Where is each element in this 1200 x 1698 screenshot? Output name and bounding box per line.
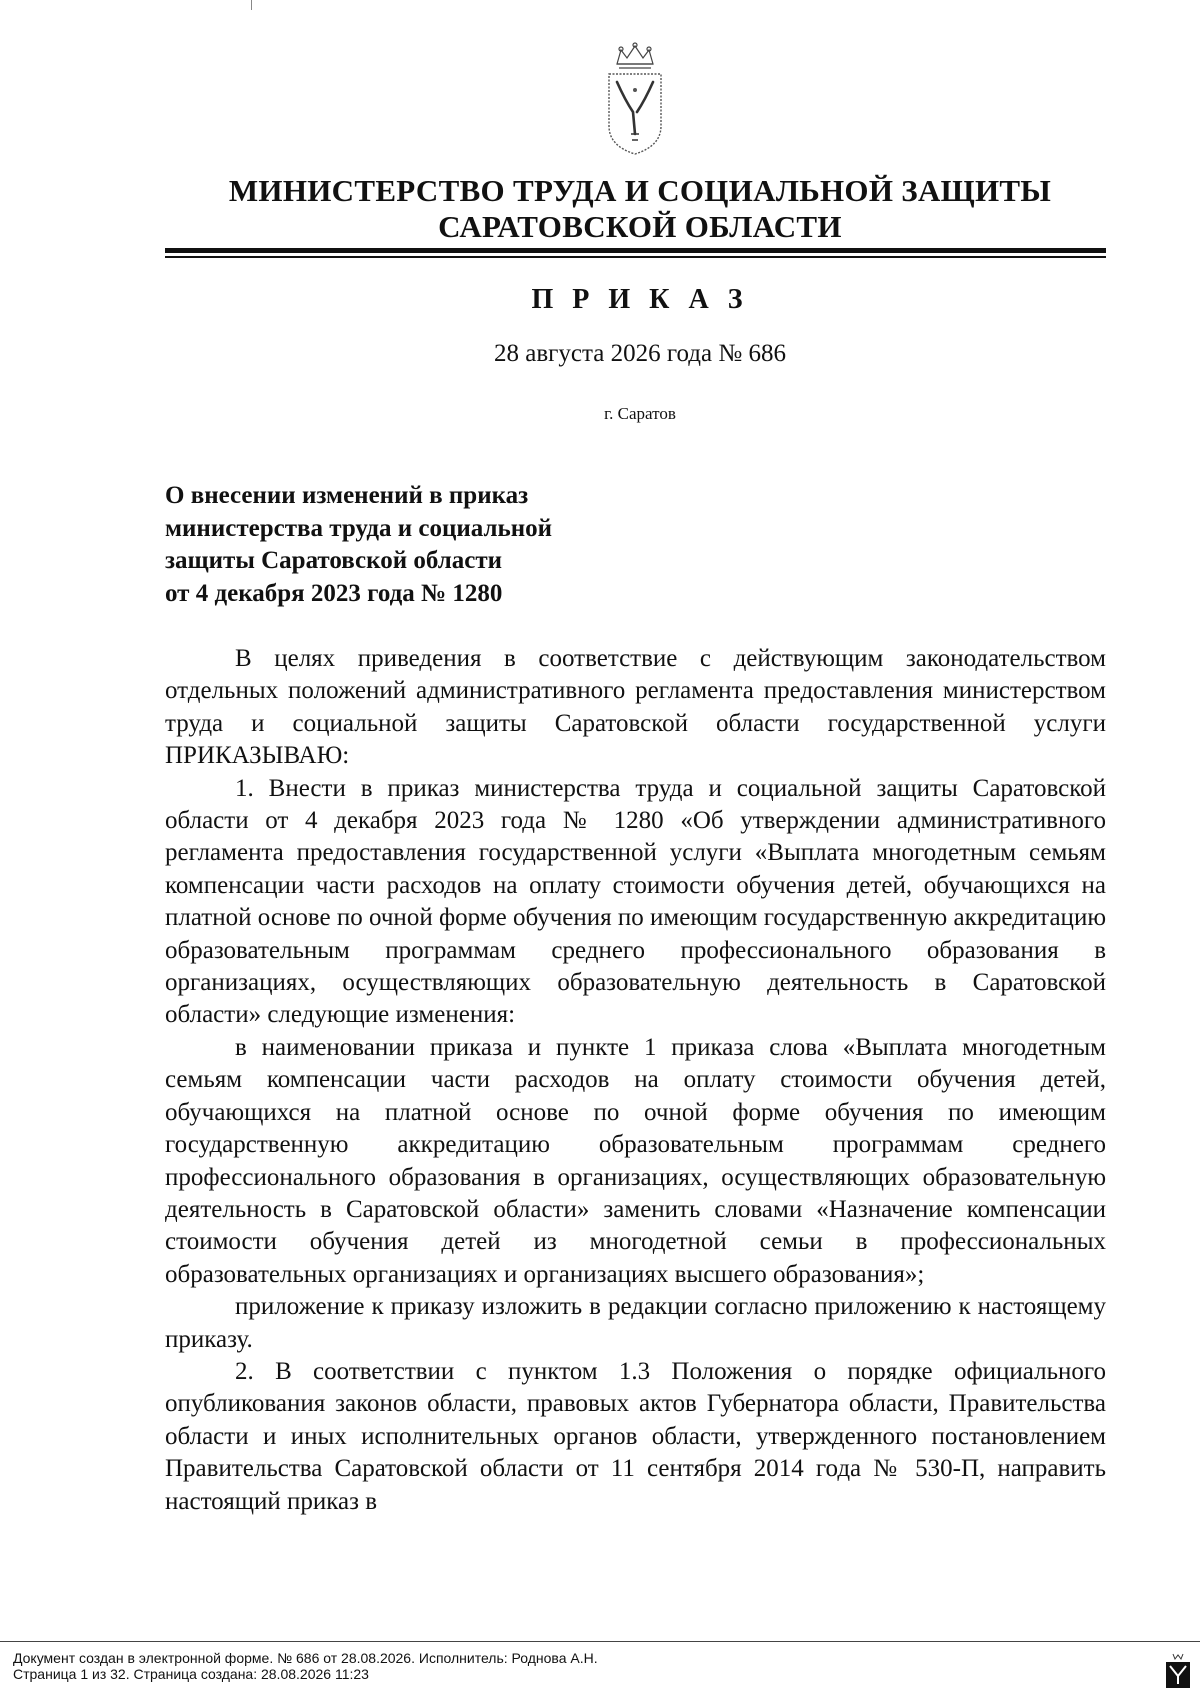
ministry-name-line-2: САРАТОВСКОЙ ОБЛАСТИ <box>438 209 842 244</box>
order-subject <box>165 480 665 610</box>
subject-line: О внесении изменений в приказ <box>165 482 529 509</box>
order-date-number: 28 августа 2026 года № 686 <box>494 340 786 367</box>
footer-line-document-info: Документ создан в электронной форме. № 686 от 28.08.2026. Исполнитель: Роднова А.Н. <box>13 1650 598 1666</box>
body-paragraph-amendment-appendix: приложение к приказу изложить в редакции согласно приложению к настоящему приказу. <box>165 1293 1106 1353</box>
subject-line: от 4 декабря 2023 года № 1280 <box>165 579 503 607</box>
header-divider-thin <box>165 256 1106 258</box>
header-divider-thick <box>165 248 1106 253</box>
order-body <box>165 643 1106 1518</box>
subject-line: министерства труда и социальной <box>165 514 553 542</box>
body-paragraph-amendment-title: в наименовании приказа и пункте 1 приказа слова «Выплата многодетным семьям компенсации части расходов на оплату стоимости обучения детей, обучающихся на платной основе по очной форме обучения по имеющим государственную аккредитацию образовательным программам среднего профессионального образования в организациях, осуществляющих образовательную деятельность в Саратовской области» заменить словами «Назначение компенсации стоимости обучения детей из многодетной семьи в профессиональных образовательных организациях и организациях высшего образования»; <box>165 1033 1106 1288</box>
ministry-name-line-1: МИНИСТЕРСТВО ТРУДА И СОЦИАЛЬНОЙ ЗАЩИТЫ <box>228 173 1052 208</box>
body-paragraph-item-1: 1. Внести в приказ министерства труда и социальной защиты Саратовской области от 4 декабря 2023 года № 1280 «Об утверждении административного регламента предоставления государственной услуги «Выплата многодетным семьям компенсации части расходов на оплату стоимости обучения детей, обучающихся на платной основе по очной форме обучения по имеющим государственную аккредитацию образовательным программам среднего профессионального образования в организациях, осуществляющих образовательную деятельность в Саратовской области» следующие изменения: <box>165 774 1106 1029</box>
order-city: г. Саратов <box>604 404 676 423</box>
body-paragraph-preamble: В целях приведения в соответствие с действующим законодательством отдельных положений административного регламента предоставления министерством труда и социальной защиты Саратовской области государственной услуги ПРИКАЗЫВАЮ: <box>165 645 1106 770</box>
document-type-title: П Р И К А З <box>531 284 749 315</box>
saratov-coat-of-arms-icon <box>603 42 667 160</box>
footer-line-page-info: Страница 1 из 32. Страница создана: 28.08.2026 11:23 <box>13 1666 369 1682</box>
electronic-document-footer <box>13 1650 598 1682</box>
document-system-logo-icon <box>1164 1650 1192 1690</box>
footer-divider <box>0 1641 1200 1642</box>
scan-artifact <box>251 0 252 10</box>
body-paragraph-item-2: 2. В соответствии с пунктом 1.3 Положения о порядке официального опубликования законов области, правовых актов Губернатора области, Правительства области и иных исполнительных органов области, утвержденного постановлением Правительства Саратовской области от 11 сентября 2014 года № 530-П, направить настоящий приказ в <box>165 1357 1106 1515</box>
subject-line: защиты Саратовской области <box>165 547 503 574</box>
